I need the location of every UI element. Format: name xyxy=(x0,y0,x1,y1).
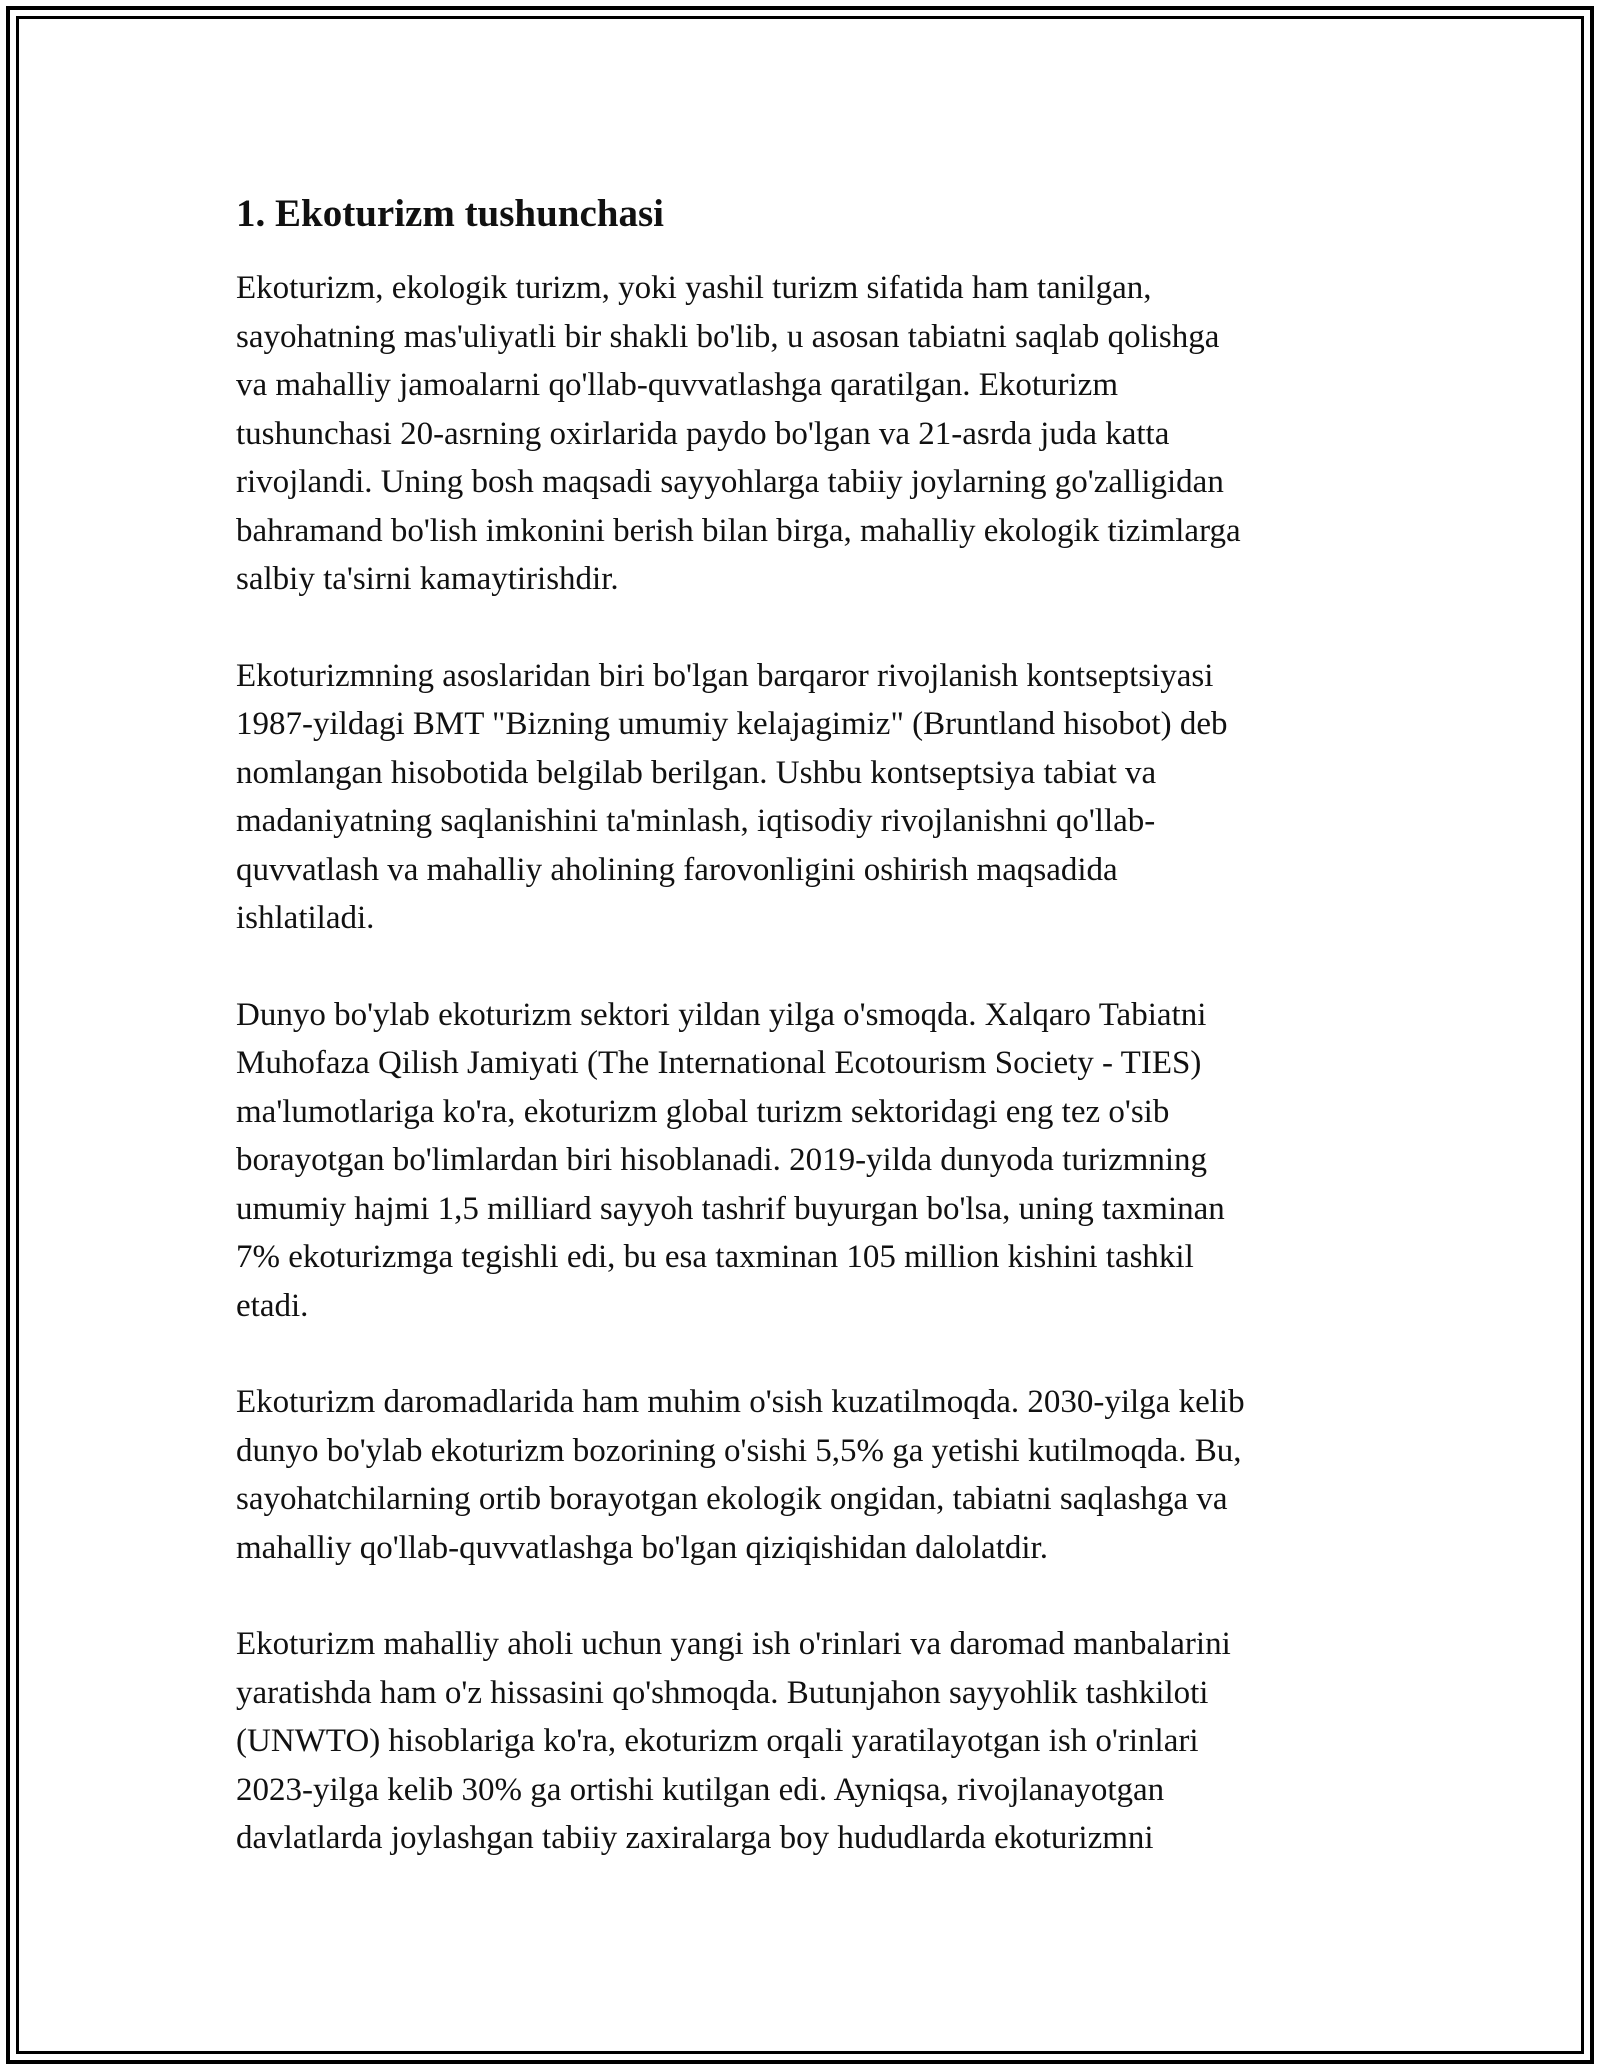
paragraph-line: etadi. xyxy=(236,1287,309,1324)
paragraph-line: quvvatlash va mahalliy aholining farovonligini oshirish maqsadida xyxy=(236,851,1118,888)
paragraph-line: borayotgan bo'limlardan biri hisoblanadi. 2019-yilda dunyoda turizmning xyxy=(236,1142,1208,1178)
paragraph xyxy=(236,264,1376,604)
paragraph xyxy=(236,991,1376,1331)
paragraph-line: madaniyatning saqlanishini ta'minlash, iqtisodiy rivojlanishni qo'llab- xyxy=(236,803,1156,839)
document-body xyxy=(236,186,1376,1911)
paragraph-line: Ekoturizm mahalliy aholi uchun yangi ish o'rinlari va daromad manbalarini xyxy=(236,1626,1231,1662)
paragraph-line: sayohatchilarning ortib borayotgan ekologik ongidan, tabiatni saqlashga va xyxy=(236,1481,1228,1517)
paragraph xyxy=(236,1620,1376,1863)
paragraph-line: tushunchasi 20-asrning oxirlarida paydo bo'lgan va 21-asrda juda katta xyxy=(236,415,1170,452)
paragraph-line: umumiy hajmi 1,5 milliard sayyoh tashrif buyurgan bo'lsa, uning taxminan xyxy=(236,1190,1225,1227)
paragraph-line: 2023-yilga kelib 30% ga ortishi kutilgan edi. Ayniqsa, rivojlanayotgan xyxy=(236,1771,1165,1808)
paragraph-line: davlatlarda joylashgan tabiiy zaxiralarga boy hududlarda ekoturizmni xyxy=(236,1820,1154,1856)
paragraph-line: Muhofaza Qilish Jamiyati (The International Ecotourism Society - TIES) xyxy=(236,1045,1202,1081)
paragraph-line: Ekoturizmning asoslaridan biri bo'lgan barqaror rivojlanish kontseptsiyasi xyxy=(236,657,1214,694)
paragraph-line: va mahalliy jamoalarni qo'llab-quvvatlashga qaratilgan. Ekoturizm xyxy=(236,367,1118,403)
paragraph-line: Dunyo bo'ylab ekoturizm sektori yildan yilga o'smoqda. Xalqaro Tabiatni xyxy=(236,996,1207,1033)
paragraph-line: salbiy ta'sirni kamaytirishdir. xyxy=(236,561,619,597)
paragraph-line: ma'lumotlariga ko'ra, ekoturizm global turizm sektoridagi eng tez o'sib xyxy=(236,1093,1170,1130)
section-heading: 1. Ekoturizm tushunchasi xyxy=(236,192,665,235)
paragraph-line: Ekoturizm daromadlarida ham muhim o'sish kuzatilmoqda. 2030-yilga kelib xyxy=(236,1384,1245,1420)
paragraph-line: yaratishda ham o'z hissasini qo'shmoqda. Butunjahon sayyohlik tashkiloti xyxy=(236,1674,1209,1711)
paragraph-line: mahalliy qo'llab-quvvatlashga bo'lgan qiziqishidan dalolatdir. xyxy=(236,1529,1048,1566)
paragraph-line: 1987-yildagi BMT "Bizning umumiy kelajagimiz" (Bruntland hisobot) deb xyxy=(236,706,1228,742)
paragraph-line: bahramand bo'lish imkonini berish bilan birga, mahalliy ekologik tizimlarga xyxy=(236,512,1241,549)
paragraph-list xyxy=(236,264,1376,1863)
paragraph-line: 7% ekoturizmga tegishli edi, bu esa taxminan 105 million kishini tashkil xyxy=(236,1239,1194,1275)
paragraph-line: (UNWTO) hisoblariga ko'ra, ekoturizm orqali yaratilayotgan ish o'rinlari xyxy=(236,1723,1199,1759)
paragraph-line: dunyo bo'ylab ekoturizm bozorining o'sishi 5,5% ga yetishi kutilmoqda. Bu, xyxy=(236,1432,1242,1469)
paragraph-line: rivojlandi. Uning bosh maqsadi sayyohlarga tabiiy joylarning go'zalligidan xyxy=(236,464,1224,500)
paragraph-line: Ekoturizm, ekologik turizm, yoki yashil turizm sifatida ham tanilgan, xyxy=(236,270,1152,306)
paragraph-line: sayohatning mas'uliyatli bir shakli bo'lib, u asosan tabiatni saqlab qolishga xyxy=(236,318,1220,355)
paragraph-line: nomlangan hisobotida belgilab berilgan. Ushbu kontseptsiya tabiat va xyxy=(236,754,1157,791)
paragraph xyxy=(236,652,1376,943)
paragraph xyxy=(236,1378,1376,1572)
paragraph-line: ishlatiladi. xyxy=(236,900,375,936)
